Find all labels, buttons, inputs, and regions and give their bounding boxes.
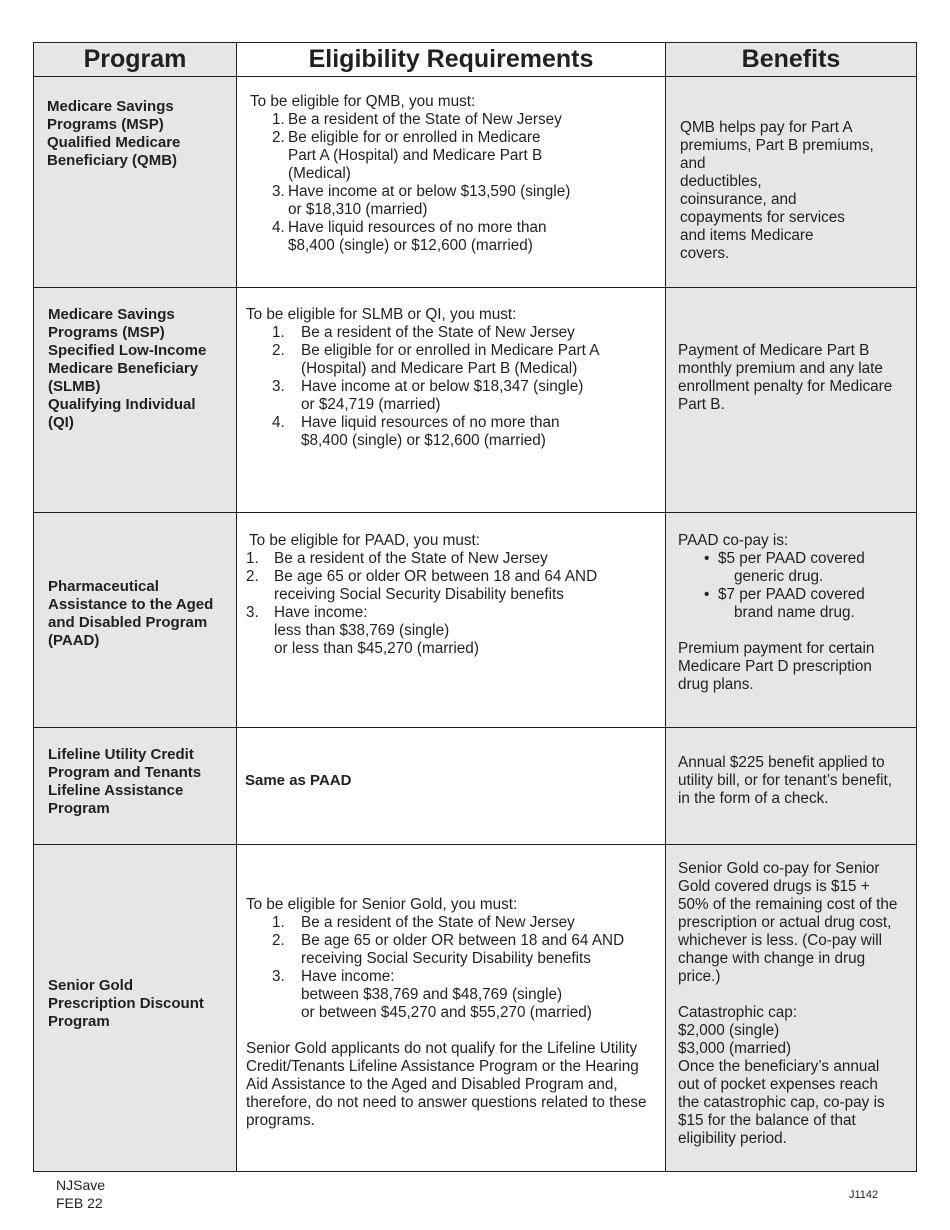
benefit-text: PAAD co-pay is: • $5 per PAAD covered generic drug. • $7 per PAAD covered brand name drug. Premium payment for certain Medicare Part D prescription drug plans.: [678, 532, 914, 694]
row-divider: [34, 76, 916, 77]
list-item: 4. Have liquid resources of no more than $8,400 (single) or $12,600 (married): [272, 414, 560, 449]
eligibility-table: [33, 42, 917, 1172]
row-divider: [34, 727, 916, 728]
footer-date: FEB 22: [56, 1195, 103, 1211]
header-benefits: Benefits: [741, 45, 841, 73]
row-divider: [34, 512, 916, 513]
eligibility-intro: To be eligible for SLMB or QI, you must:: [246, 306, 517, 323]
list-item: • $5 per PAAD covered generic drug.: [704, 550, 865, 585]
row-divider: [34, 844, 916, 845]
list-item: 3. Have income: between $38,769 and $48,769 (single) or between $45,270 and $55,270 (married): [272, 968, 592, 1021]
eligibility-text: [246, 532, 661, 658]
benefit-text: Senior Gold co-pay for Senior Gold covered drugs is $15 + 50% of the remaining cost of the prescription or actual drug cost, whichever is less. (Co-pay will change with change in drug price.) Catastrophic cap: $2,000 (single) $3,000 (married) Once the beneficiary’s annual out of pocket expenses reach the catastrophic cap, co-pay is $15 for the balance of that eligibility period.: [678, 860, 898, 1147]
list-item: 2. Be eligible for or enrolled in Medicare Part A (Hospital) and Medicare Part B (Medical): [272, 342, 600, 377]
list-item: 2. Be eligible for or enrolled in Medicare Part A (Hospital) and Medicare Part B (Medical): [272, 129, 543, 182]
program-name: Pharmaceutical Assistance to the Aged and Disabled Program (PAAD): [48, 578, 214, 649]
benefit-text: Annual $225 benefit applied to utility bill, or for tenant’s benefit, in the form of a check.: [678, 754, 892, 807]
header-program: Program: [83, 45, 187, 73]
form-code: J1142: [849, 1189, 879, 1201]
eligibility-intro: To be eligible for Senior Gold, you must:: [246, 896, 518, 913]
list-item: 1. Be a resident of the State of New Jersey: [246, 550, 548, 567]
list-item: 1. Be a resident of the State of New Jersey: [272, 111, 562, 128]
header-eligibility: Eligibility Requirements: [308, 45, 594, 73]
senior-gold-note: Senior Gold applicants do not qualify for the Lifeline Utility Credit/Tenants Lifeline Assistance Program or the Hearing Aid Assistance to the Aged and Disabled Program and, therefore, do not need to answer questions related to these programs.: [246, 1040, 647, 1129]
benefit-text: QMB helps pay for Part A premiums, Part B premiums, and deductibles, coinsurance, and copayments for services and items Medicare covers.: [680, 119, 874, 262]
eligibility-intro: To be eligible for QMB, you must:: [250, 93, 476, 110]
program-name: Medicare Savings Programs (MSP) Specified Low-Income Medicare Beneficiary (SLMB) Qualifying Individual (QI): [48, 306, 207, 431]
eligibility-text: [250, 93, 660, 255]
list-item: 1. Be a resident of the State of New Jersey: [272, 914, 575, 931]
program-name: Medicare Savings Programs (MSP) Qualified Medicare Beneficiary (QMB): [47, 98, 181, 169]
list-item: 3. Have income at or below $13,590 (single) or $18,310 (married): [272, 183, 571, 218]
eligibility-text: Same as PAAD: [245, 772, 352, 789]
list-item: 2. Be age 65 or older OR between 18 and 64 AND receiving Social Security Disability benefits: [272, 932, 625, 967]
eligibility-text: [246, 306, 660, 450]
program-name: Lifeline Utility Credit Program and Tenants Lifeline Assistance Program: [48, 746, 202, 817]
program-name: Senior Gold Prescription Discount Program: [48, 977, 204, 1030]
list-item: 4. Have liquid resources of no more than $8,400 (single) or $12,600 (married): [272, 219, 547, 254]
list-item: 3. Have income: less than $38,769 (single) or less than $45,270 (married): [246, 604, 479, 657]
list-item: 2. Be age 65 or older OR between 18 and 64 AND receiving Social Security Disability benefits: [246, 568, 598, 603]
list-item: 1. Be a resident of the State of New Jersey: [272, 324, 575, 341]
footer-left: [56, 1176, 105, 1212]
footer-org: NJSave: [56, 1177, 106, 1193]
eligibility-intro: To be eligible for PAAD, you must:: [249, 532, 480, 549]
list-item: • $7 per PAAD covered brand name drug.: [704, 586, 865, 621]
benefit-text: Payment of Medicare Part B monthly premium and any late enrollment penalty for Medicare Part B.: [678, 342, 893, 413]
list-item: 3. Have income at or below $18,347 (single) or $24,719 (married): [272, 378, 584, 413]
row-divider: [34, 287, 916, 288]
eligibility-text: [246, 896, 660, 1130]
